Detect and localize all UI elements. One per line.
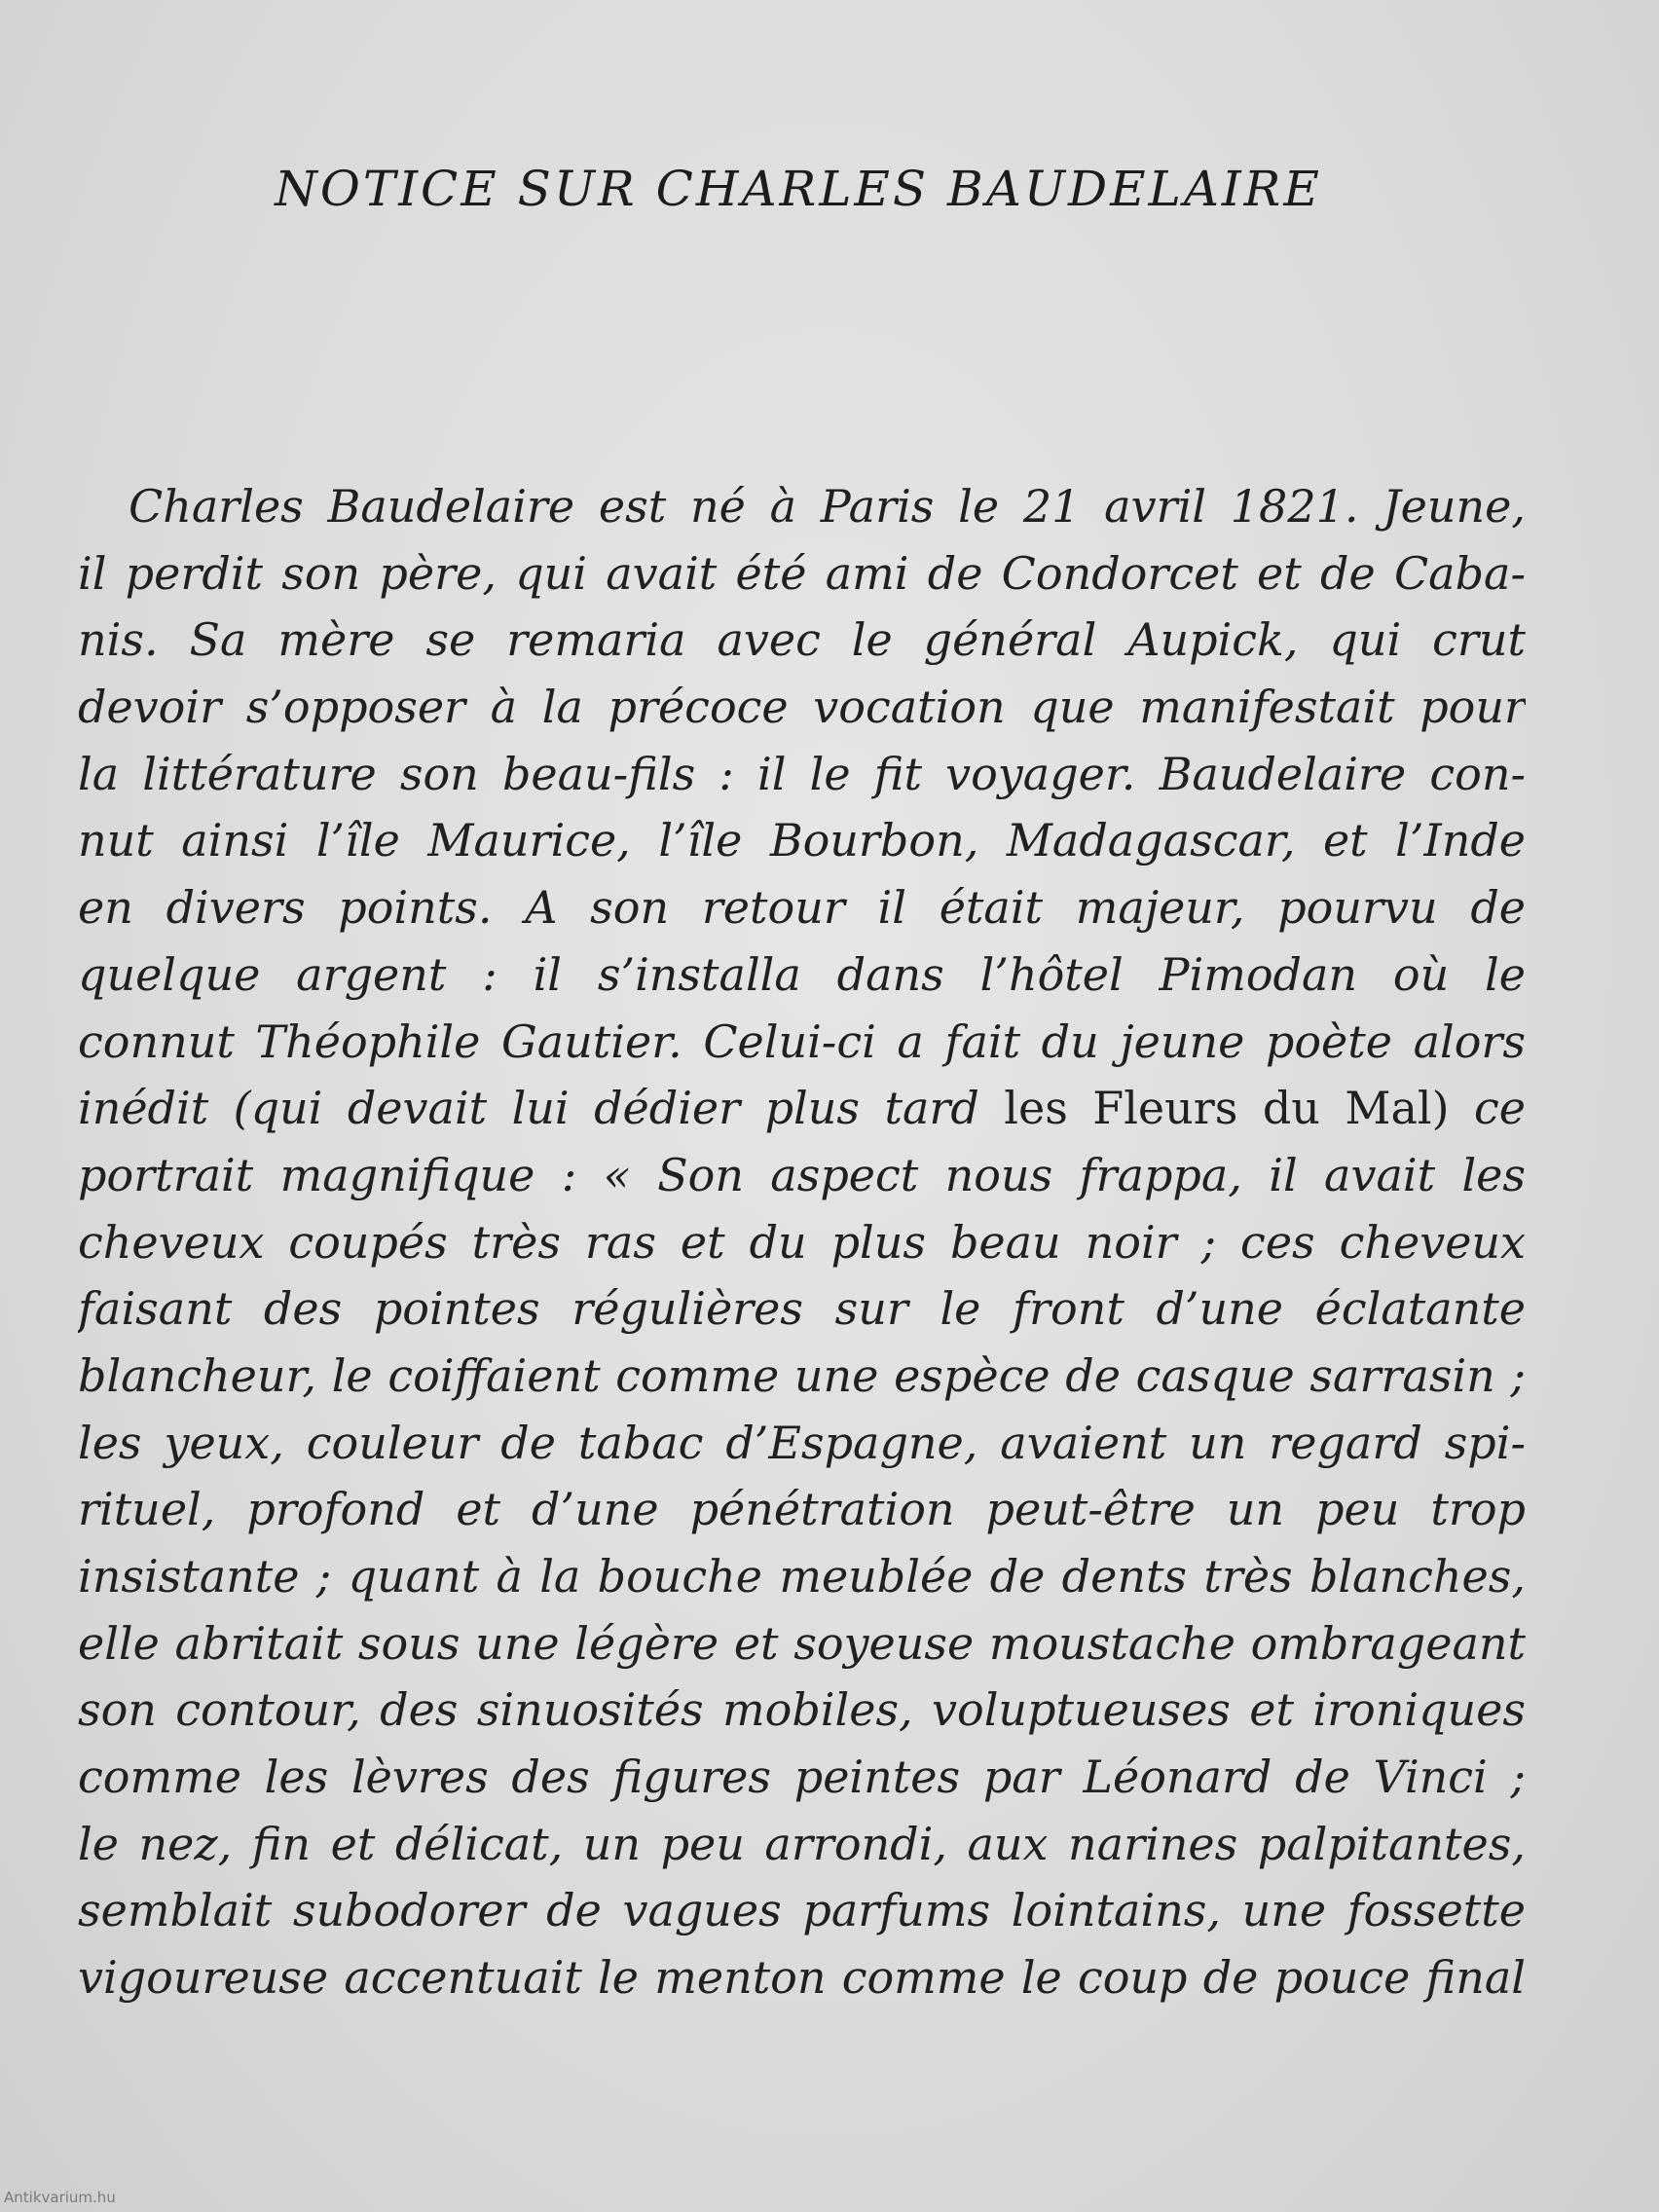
text-line: son contour, des sinuosités mobiles, voluptueuses et ironiques: [78, 1683, 1526, 1737]
watermark: Antikvarium.hu: [4, 2189, 116, 2206]
text-line: nis. Sa mère se remaria avec le général Aupick, qui crut: [78, 613, 1526, 667]
text-line: blancheur, le coiffaient comme une espèce de casque sarrasin ;: [78, 1348, 1526, 1402]
page-title: NOTICE SUR CHARLES BAUDELAIRE: [275, 161, 1322, 217]
notice-paragraph: [78, 473, 1526, 2011]
text-line: rituel, profond et d’une pénétration peut-être un peu trop: [78, 1483, 1526, 1536]
text-line-with-title: [78, 1075, 1526, 1142]
text-line: vigoureuse accentuait le menton comme le coup de pouce final: [78, 1951, 1526, 2005]
text-line: elle abritait sous une légère et soyeuse moustache ombrageant: [78, 1616, 1526, 1670]
text-line: quelque argent : il s’installa dans l’hôtel Pimodan où le: [78, 947, 1526, 1001]
text-line: cheveux coupés très ras et du plus beau noir ; ces cheveux: [78, 1215, 1526, 1269]
text-line: comme les lèvres des figures peintes par Léonard de Vinci ;: [78, 1751, 1526, 1804]
text-line: insistante ; quant à la bouche meublée de dents très blanches,: [78, 1550, 1526, 1603]
text-line: semblait subodorer de vagues parfums lointains, une fossette: [78, 1884, 1526, 1937]
text-line: nut ainsi l’île Maurice, l’île Bourbon, Madagascar, et l’Inde: [78, 814, 1526, 867]
text-line: portrait magnifique : « Son aspect nous frappa, il avait les: [78, 1148, 1526, 1201]
line-tail: ce: [1449, 1082, 1526, 1135]
text-line: il perdit son père, qui avait été ami de Condorcet et de Caba-: [78, 546, 1526, 600]
roman-book-title: les Fleurs du Mal): [1004, 1082, 1450, 1135]
line-text: inédit (qui devait lui dédier plus tard: [78, 1082, 1005, 1135]
text-line: connut Théophile Gautier. Celui-ci a fait du jeune poète alors: [78, 1014, 1526, 1068]
text-line: en divers points. A son retour il était majeur, pourvu de: [78, 881, 1526, 935]
text-line: les yeux, couleur de tabac d’Espagne, avaient un regard spi-: [78, 1416, 1526, 1469]
text-line: la littérature son beau-fils : il le fit voyager. Baudelaire con-: [78, 747, 1526, 800]
text-line: Charles Baudelaire est né à Paris le 21 avril 1821. Jeune,: [129, 480, 1526, 533]
text-line: faisant des pointes régulières sur le front d’une éclatante: [78, 1282, 1526, 1336]
text-line: devoir s’opposer à la précoce vocation que manifestait pour: [78, 681, 1526, 734]
text-line: le nez, fin et délicat, un peu arrondi, aux narines palpitantes,: [78, 1817, 1526, 1870]
